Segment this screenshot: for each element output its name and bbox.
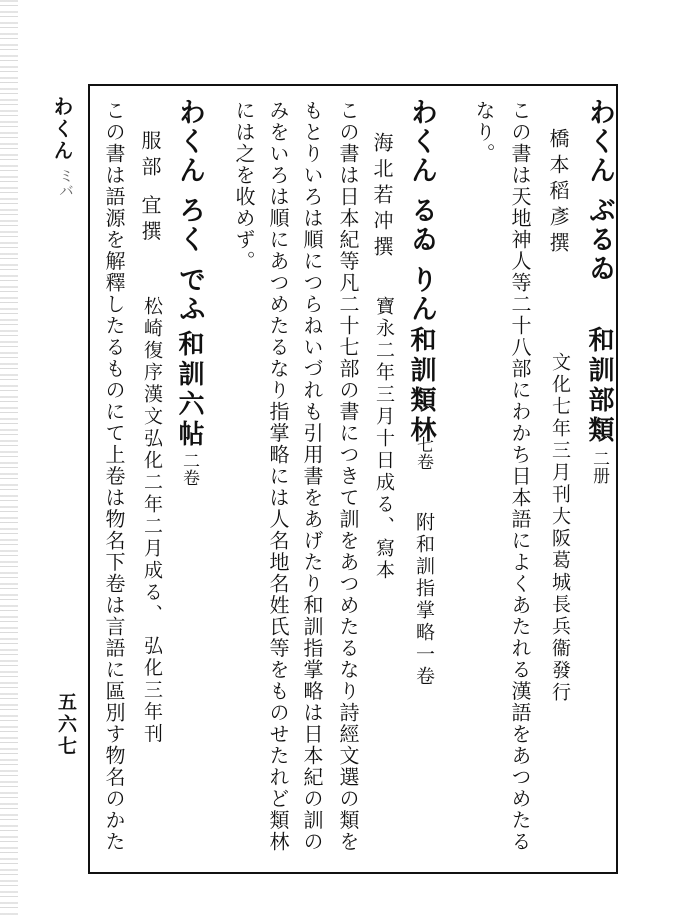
entry-2-desc-line-1: この書は日本紀等凡二十七部の書につきて訓をあつめたるなり詩經文選の類を (336, 100, 360, 853)
entry-3-desc-line-1: この書は語源を解釋したるものにて上卷は物名下卷は言語に區別す物名のかた (102, 100, 126, 853)
entry-2-desc-line-4: には之を收めず。 (232, 100, 256, 272)
entry-2-volumes: 七卷 (413, 436, 433, 470)
entry-1-title: 和訓部類 (584, 326, 614, 446)
scan-edge-noise (0, 0, 18, 917)
entry-2-desc-line-3: みをいろは順にあつめたるなり指掌略には人名地名姓氏等をものせたれど類林 (266, 100, 290, 853)
entry-1-publication: 文化七年三月刊大阪葛城長兵衞發行 (549, 352, 571, 704)
entry-3-heading: わくん ろく でふ (174, 98, 205, 324)
entry-1-desc-line-2: なり。 (472, 100, 496, 165)
entry-2-heading: わくん るゐ りん (406, 98, 437, 324)
entry-3-title: 和訓六帖 (174, 330, 204, 450)
entry-1-author: 橋本稻彥撰 (546, 128, 570, 258)
entry-1-volumes: 二册 (589, 450, 609, 484)
entry-2-desc-line-2: もとりいろは順につらねいづれも引用書をあげたり和訓指掌略は日本紀の訓の (300, 100, 324, 853)
entry-2-author: 海北若冲撰 (370, 132, 394, 262)
entry-1-desc-line-1: この書は天地神人等二十八部にわかち日本語によくあたれる漢語をあつめたる (508, 100, 532, 853)
entry-2-publication: 寶永二年三月十日成る、寫本 (373, 296, 395, 582)
handwritten-note: ミバ (57, 168, 75, 198)
entry-1-heading: わくん ぶるゐ (584, 98, 615, 284)
entry-3-volumes: 二卷 (179, 452, 199, 486)
entry-3-author: 服部 宜撰 (138, 130, 162, 247)
entry-3-publication: 松崎復序漢文弘化二年二月成る、 弘化三年刊 (141, 296, 163, 746)
entry-2-title: 和訓類林 (406, 326, 436, 446)
entry-2-appendix: 附和訓指掌略一卷 (413, 512, 435, 688)
running-header: わくん (50, 96, 74, 162)
page-number: 五六七 (55, 692, 77, 758)
